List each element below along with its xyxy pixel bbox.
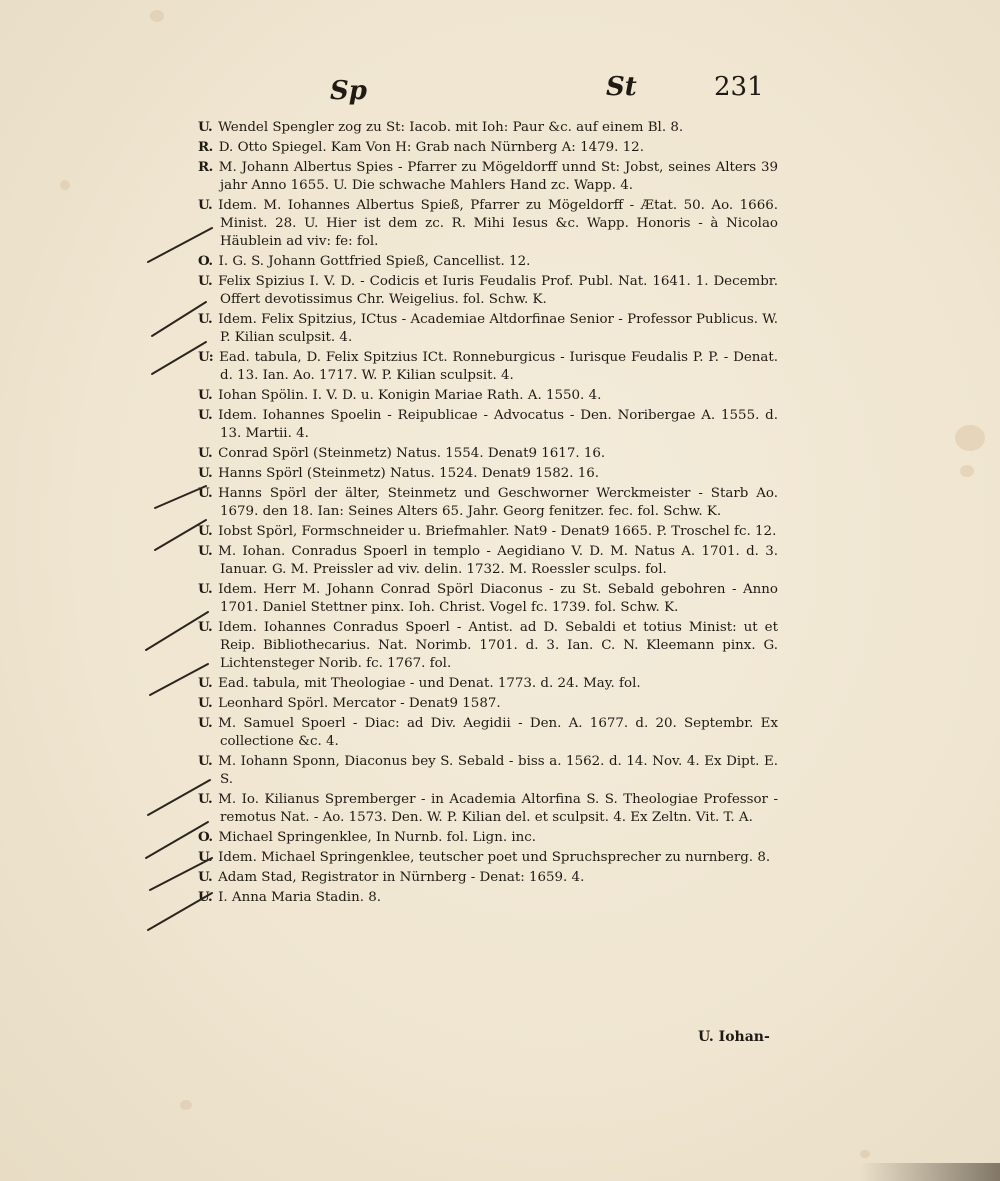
entry-text: Idem. Herr M. Johann Conrad Spörl Diaconus - zu St. Sebald gebohren - Anno 1701. Daniel Stettner pinx. Ioh. Christ. Vogel fc. 1739. fol. Schw. K. (218, 582, 778, 615)
list-item (198, 888, 778, 907)
entry-mark: R. (198, 159, 213, 175)
entry-text: D. Otto Spiegel. Kam Von H: Grab nach Nürnberg A: 1479. 12. (218, 140, 644, 155)
list-item (198, 828, 778, 847)
entry-text: Michael Springenklee, In Nurnb. fol. Lign. inc. (218, 830, 537, 845)
list-item (198, 196, 778, 251)
stain (180, 1100, 192, 1110)
entry-mark: O. (198, 253, 213, 269)
entry-mark: U. (198, 387, 213, 403)
entry-mark: U. (198, 715, 213, 731)
catchword: U. Iohan- (698, 1029, 770, 1045)
entry-text: Wendel Spengler zog zu St: Iacob. mit Ioh: Paur &c. auf einem Bl. 8. (218, 120, 684, 135)
entry-text: Conrad Spörl (Steinmetz) Natus. 1554. Denat9 1617. 16. (218, 446, 606, 461)
entry-mark: U. (198, 465, 213, 481)
entry-text: M. Iohann Sponn, Diaconus bey S. Sebald - biss a. 1562. d. 14. Nov. 4. Ex Dipt. E. S. (218, 754, 778, 787)
list-item (198, 464, 778, 483)
entry-mark: U. (198, 407, 213, 423)
page-number: 231 (714, 72, 764, 102)
entry-text: Idem. Iohannes Spoelin - Reipublicae - Advocatus - Den. Noribergae A. 1555. d. 13. Martii. 4. (218, 408, 778, 441)
entry-text: Ead. tabula, mit Theologiae - und Denat. 1773. d. 24. May. fol. (218, 676, 641, 691)
entry-mark: U. (198, 119, 213, 135)
list-item (198, 752, 778, 789)
entry-text: Ead. tabula, D. Felix Spitzius ICt. Ronneburgicus - Iurisque Feudalis P. P. - Denat. d. 13. Ian. Ao. 1717. W. P. Kilian sculpsit. 4. (219, 350, 778, 383)
list-item (198, 580, 778, 617)
entry-mark: U. (198, 543, 213, 559)
list-item (198, 158, 778, 195)
entry-mark: U. (198, 869, 213, 885)
entry-mark: U. (198, 445, 213, 461)
entry-mark: U. (198, 581, 213, 597)
list-item (198, 484, 778, 521)
entry-list (198, 118, 778, 908)
entry-mark: U. (198, 197, 213, 213)
header-left-keyword: Sp (330, 76, 367, 106)
entry-text: Idem. M. Iohannes Albertus Spieß, Pfarrer zu Mögeldorff - Ætat. 50. Ao. 1666. Minist. 28. U. Hier ist dem zc. R. Mihi Iesus &c. Wapp. Honoris - à Nicolao Häublein ad viv: fe: fol. (218, 198, 778, 249)
entry-text: Idem. Michael Springenklee, teutscher poet und Spruchsprecher zu nurnberg. 8. (218, 850, 771, 865)
entry-mark: U. (198, 311, 213, 327)
list-item (198, 542, 778, 579)
page-edge-shadow (860, 1163, 1000, 1181)
list-item (198, 406, 778, 443)
list-item (198, 386, 778, 405)
entry-mark: U. (198, 753, 213, 769)
entry-mark: U. (198, 675, 213, 691)
list-item (198, 674, 778, 693)
entry-mark: U: (198, 349, 214, 365)
stain (60, 180, 70, 190)
entry-text: M. Samuel Spoerl - Diac: ad Div. Aegidii - Den. A. 1677. d. 20. Septembr. Ex collectione &c. 4. (218, 716, 778, 749)
list-item (198, 848, 778, 867)
list-item (198, 348, 778, 385)
entry-mark: U. (198, 273, 213, 289)
entry-text: Iohan Spölin. I. V. D. u. Konigin Mariae Rath. A. 1550. 4. (218, 388, 602, 403)
entry-text: Idem. Felix Spitzius, ICtus - Academiae Altdorfinae Senior - Professor Publicus. W. P. Kilian sculpsit. 4. (218, 312, 778, 345)
header-right-keyword: St (606, 72, 637, 102)
entry-text: Adam Stad, Registrator in Nürnberg - Denat: 1659. 4. (218, 870, 585, 885)
stain (960, 465, 974, 477)
list-item (198, 444, 778, 463)
entry-text: M. Io. Kilianus Spremberger - in Academia Altorfina S. S. Theologiae Professor - remotus Nat. - Ao. 1573. Den. W. P. Kilian del. et sculpsit. 4. Ex Zeltn. Vit. T. A. (218, 792, 778, 825)
entry-text: Hanns Spörl der älter, Steinmetz und Geschworner Werckmeister - Starb Ao. 1679. den 18. Ian: Seines Alters 65. Jahr. Georg fenitzer. fec. fol. Schw. K. (218, 486, 778, 519)
stain (955, 425, 985, 451)
entry-mark: R. (198, 139, 213, 155)
entry-text: Leonhard Spörl. Mercator - Denat9 1587. (218, 696, 501, 711)
entry-text: M. Iohan. Conradus Spoerl in templo - Aegidiano V. D. M. Natus A. 1701. d. 3. Ianuar. G. M. Preissler ad viv. delin. 1732. M. Roessler sculps. fol. (218, 544, 778, 577)
list-item (198, 868, 778, 887)
list-item (198, 118, 778, 137)
list-item (198, 310, 778, 347)
stain (150, 10, 164, 22)
stain (860, 1150, 870, 1158)
entry-text: Iobst Spörl, Formschneider u. Briefmahler. Nat9 - Denat9 1665. P. Troschel fc. 12. (218, 524, 777, 539)
entry-mark: U. (198, 889, 213, 905)
entry-mark: U. (198, 849, 213, 865)
entry-text: I. Anna Maria Stadin. 8. (218, 890, 381, 905)
entry-text: M. Johann Albertus Spies - Pfarrer zu Mögeldorff unnd St: Jobst, seines Alters 39 jahr Anno 1655. U. Die schwache Mahlers Hand zc. Wapp. 4. (218, 160, 778, 193)
entry-mark: O. (198, 829, 213, 845)
entry-text: I. G. S. Johann Gottfried Spieß, Cancellist. 12. (218, 254, 531, 269)
entry-mark: U. (198, 619, 213, 635)
entry-mark: U. (198, 523, 213, 539)
entry-text: Felix Spizius I. V. D. - Codicis et Iuris Feudalis Prof. Publ. Nat. 1641. 1. Decembr. Offert devotissimus Chr. Weigelius. fol. Schw. K. (218, 274, 778, 307)
list-item (198, 714, 778, 751)
entry-mark: U. (198, 791, 213, 807)
page-header (0, 72, 1000, 112)
entry-mark: U. (198, 485, 213, 501)
list-item (198, 522, 778, 541)
entry-text: Hanns Spörl (Steinmetz) Natus. 1524. Denat9 1582. 16. (218, 466, 600, 481)
list-item (198, 618, 778, 673)
list-item (198, 694, 778, 713)
list-item (198, 252, 778, 271)
list-item (198, 272, 778, 309)
entry-text: Idem. Iohannes Conradus Spoerl - Antist. ad D. Sebaldi et totius Minist: ut et Reip. Bibliothecarius. Nat. Norimb. 1701. d. 3. Ian. C. N. Kleemann pinx. G. Lichtensteger Norib. fc. 1767. fol. (218, 620, 778, 671)
list-item (198, 138, 778, 157)
entry-mark: U. (198, 695, 213, 711)
list-item (198, 790, 778, 827)
